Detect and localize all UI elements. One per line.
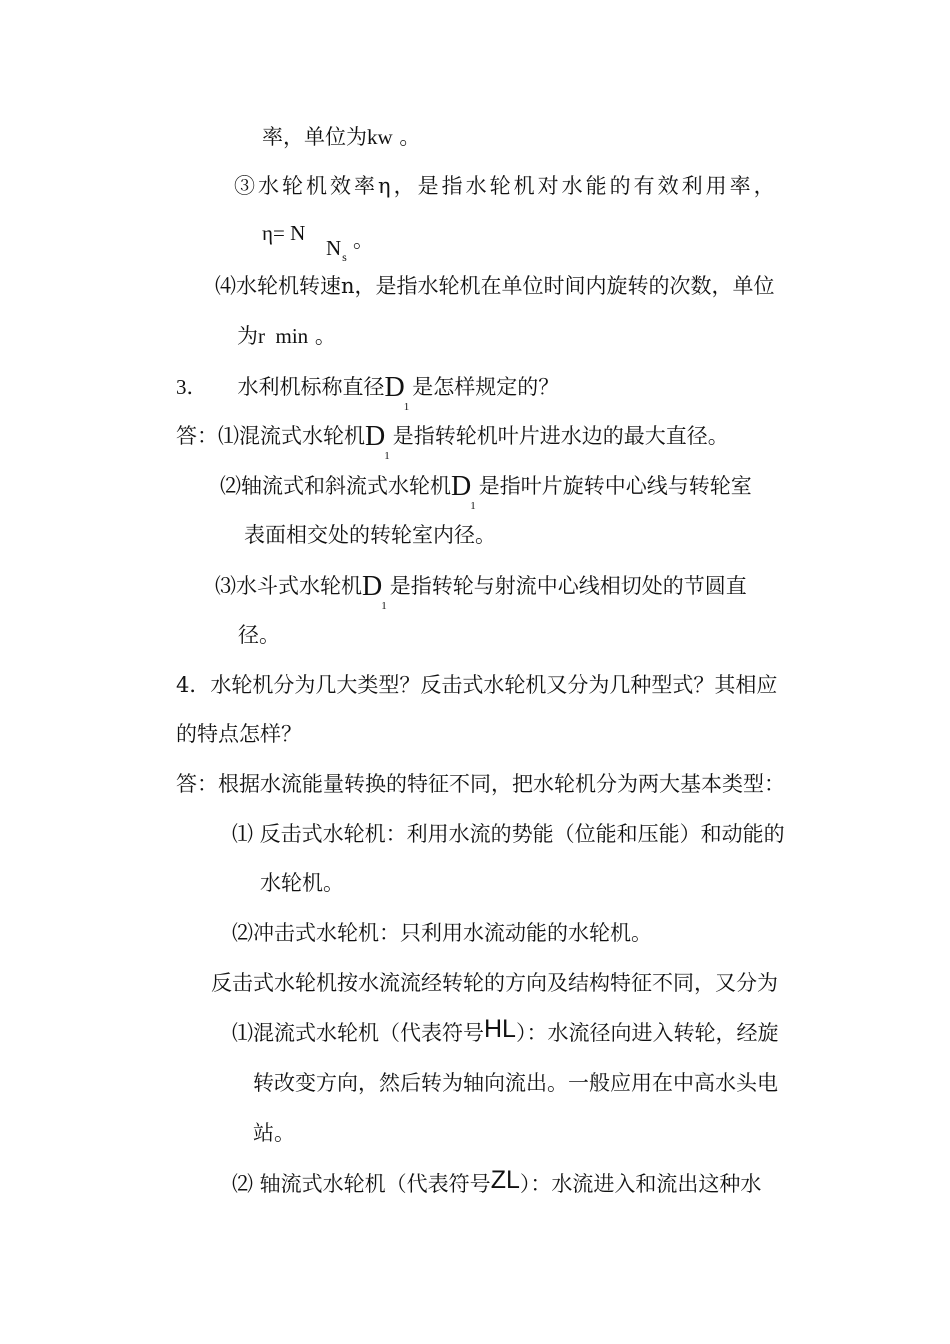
unit-text: kw bbox=[367, 125, 393, 149]
text-span: 是指叶片旋转中心线与转轮室 bbox=[478, 474, 752, 498]
text-line: 水轮机。 bbox=[260, 871, 344, 895]
text-line: 转改变方向，然后转为轴向流出。一般应用在中高水头电 bbox=[253, 1071, 778, 1095]
question-heading: 4．水轮机分为几大类型？反击式水轮机又分为几种型式？其相应 bbox=[176, 673, 778, 697]
text-span: 。 bbox=[308, 324, 336, 348]
diameter-symbol: D bbox=[365, 421, 386, 452]
text-line: 站。 bbox=[253, 1121, 295, 1145]
formula-numerator: η= N bbox=[262, 221, 306, 245]
text-line: ⑵冲击式水轮机：只利用水流动能的水轮机。 bbox=[232, 921, 652, 945]
text-line: 径。 bbox=[238, 623, 280, 647]
text-line: ⑷水轮机转速n，是指水轮机在单位时间内旋转的次数，单位 bbox=[215, 274, 775, 298]
text-span: ⑶水斗式水轮机 bbox=[215, 574, 362, 598]
text-line: 反击式水轮机按水流流经转轮的方向及结构特征不同，又分为 bbox=[211, 971, 778, 995]
question-heading bbox=[176, 372, 560, 413]
text-line bbox=[262, 123, 420, 151]
text-line bbox=[220, 471, 752, 512]
text-line: 表面相交处的转轮室内径。 bbox=[244, 523, 496, 547]
formula-denominator-symbol: N bbox=[326, 236, 342, 260]
unit-text: r min bbox=[258, 324, 309, 348]
efficiency-formula bbox=[262, 219, 305, 247]
text-line bbox=[232, 1015, 779, 1047]
text-line bbox=[215, 571, 747, 612]
text-line bbox=[232, 1166, 762, 1198]
text-span: 为 bbox=[237, 324, 258, 348]
question-number: 3． bbox=[176, 375, 208, 399]
formula-denominator bbox=[326, 236, 347, 264]
text-span: 答：⑴混流式水轮机 bbox=[176, 424, 365, 448]
text-line: ⑴ 反击式水轮机：利用水流的势能（位能和压能）和动能的 bbox=[232, 822, 785, 846]
diameter-symbol: D bbox=[362, 571, 383, 602]
text-line: ③水轮机效率η，是指水轮机对水能的有效利用率， bbox=[234, 174, 778, 198]
subscript: 1 bbox=[403, 401, 410, 413]
diameter-symbol: D bbox=[384, 372, 405, 403]
text-span: 是怎样规定的？ bbox=[412, 375, 560, 399]
subscript: 1 bbox=[470, 500, 476, 512]
text-span: ⑴混流式水轮机（代表符号 bbox=[232, 1021, 484, 1045]
text-span: 是指转轮机叶片进水边的最大直径。 bbox=[392, 424, 729, 448]
text-span: ）：水流径向进入转轮，经旋 bbox=[515, 1021, 779, 1045]
text-line: 的特点怎样？ bbox=[176, 722, 302, 746]
type-symbol: ZL bbox=[490, 1166, 520, 1194]
text-span: 水利机标称直径 bbox=[237, 375, 385, 399]
formula-subscript: s bbox=[342, 250, 347, 264]
text-span: 率，单位为 bbox=[262, 125, 367, 149]
text-span: 。 bbox=[353, 228, 374, 252]
subscript: 1 bbox=[384, 450, 390, 462]
text-line bbox=[176, 421, 729, 462]
subscript: 1 bbox=[381, 600, 387, 612]
text-line bbox=[237, 322, 336, 350]
text-line: 答：根据水流能量转换的特征不同，把水轮机分为两大基本类型： bbox=[176, 772, 785, 796]
diameter-symbol: D bbox=[451, 471, 472, 502]
type-symbol: HL bbox=[484, 1015, 516, 1043]
text-span: ⑵轴流式和斜流式水轮机 bbox=[220, 474, 451, 498]
text-span: 是指转轮与射流中心线相切处的节圆直 bbox=[389, 574, 747, 598]
text-span: ）：水流进入和流出这种水 bbox=[519, 1172, 762, 1196]
text-span: 。 bbox=[392, 125, 421, 149]
text-span: ⑵ 轴流式水轮机（代表符号 bbox=[232, 1172, 491, 1196]
